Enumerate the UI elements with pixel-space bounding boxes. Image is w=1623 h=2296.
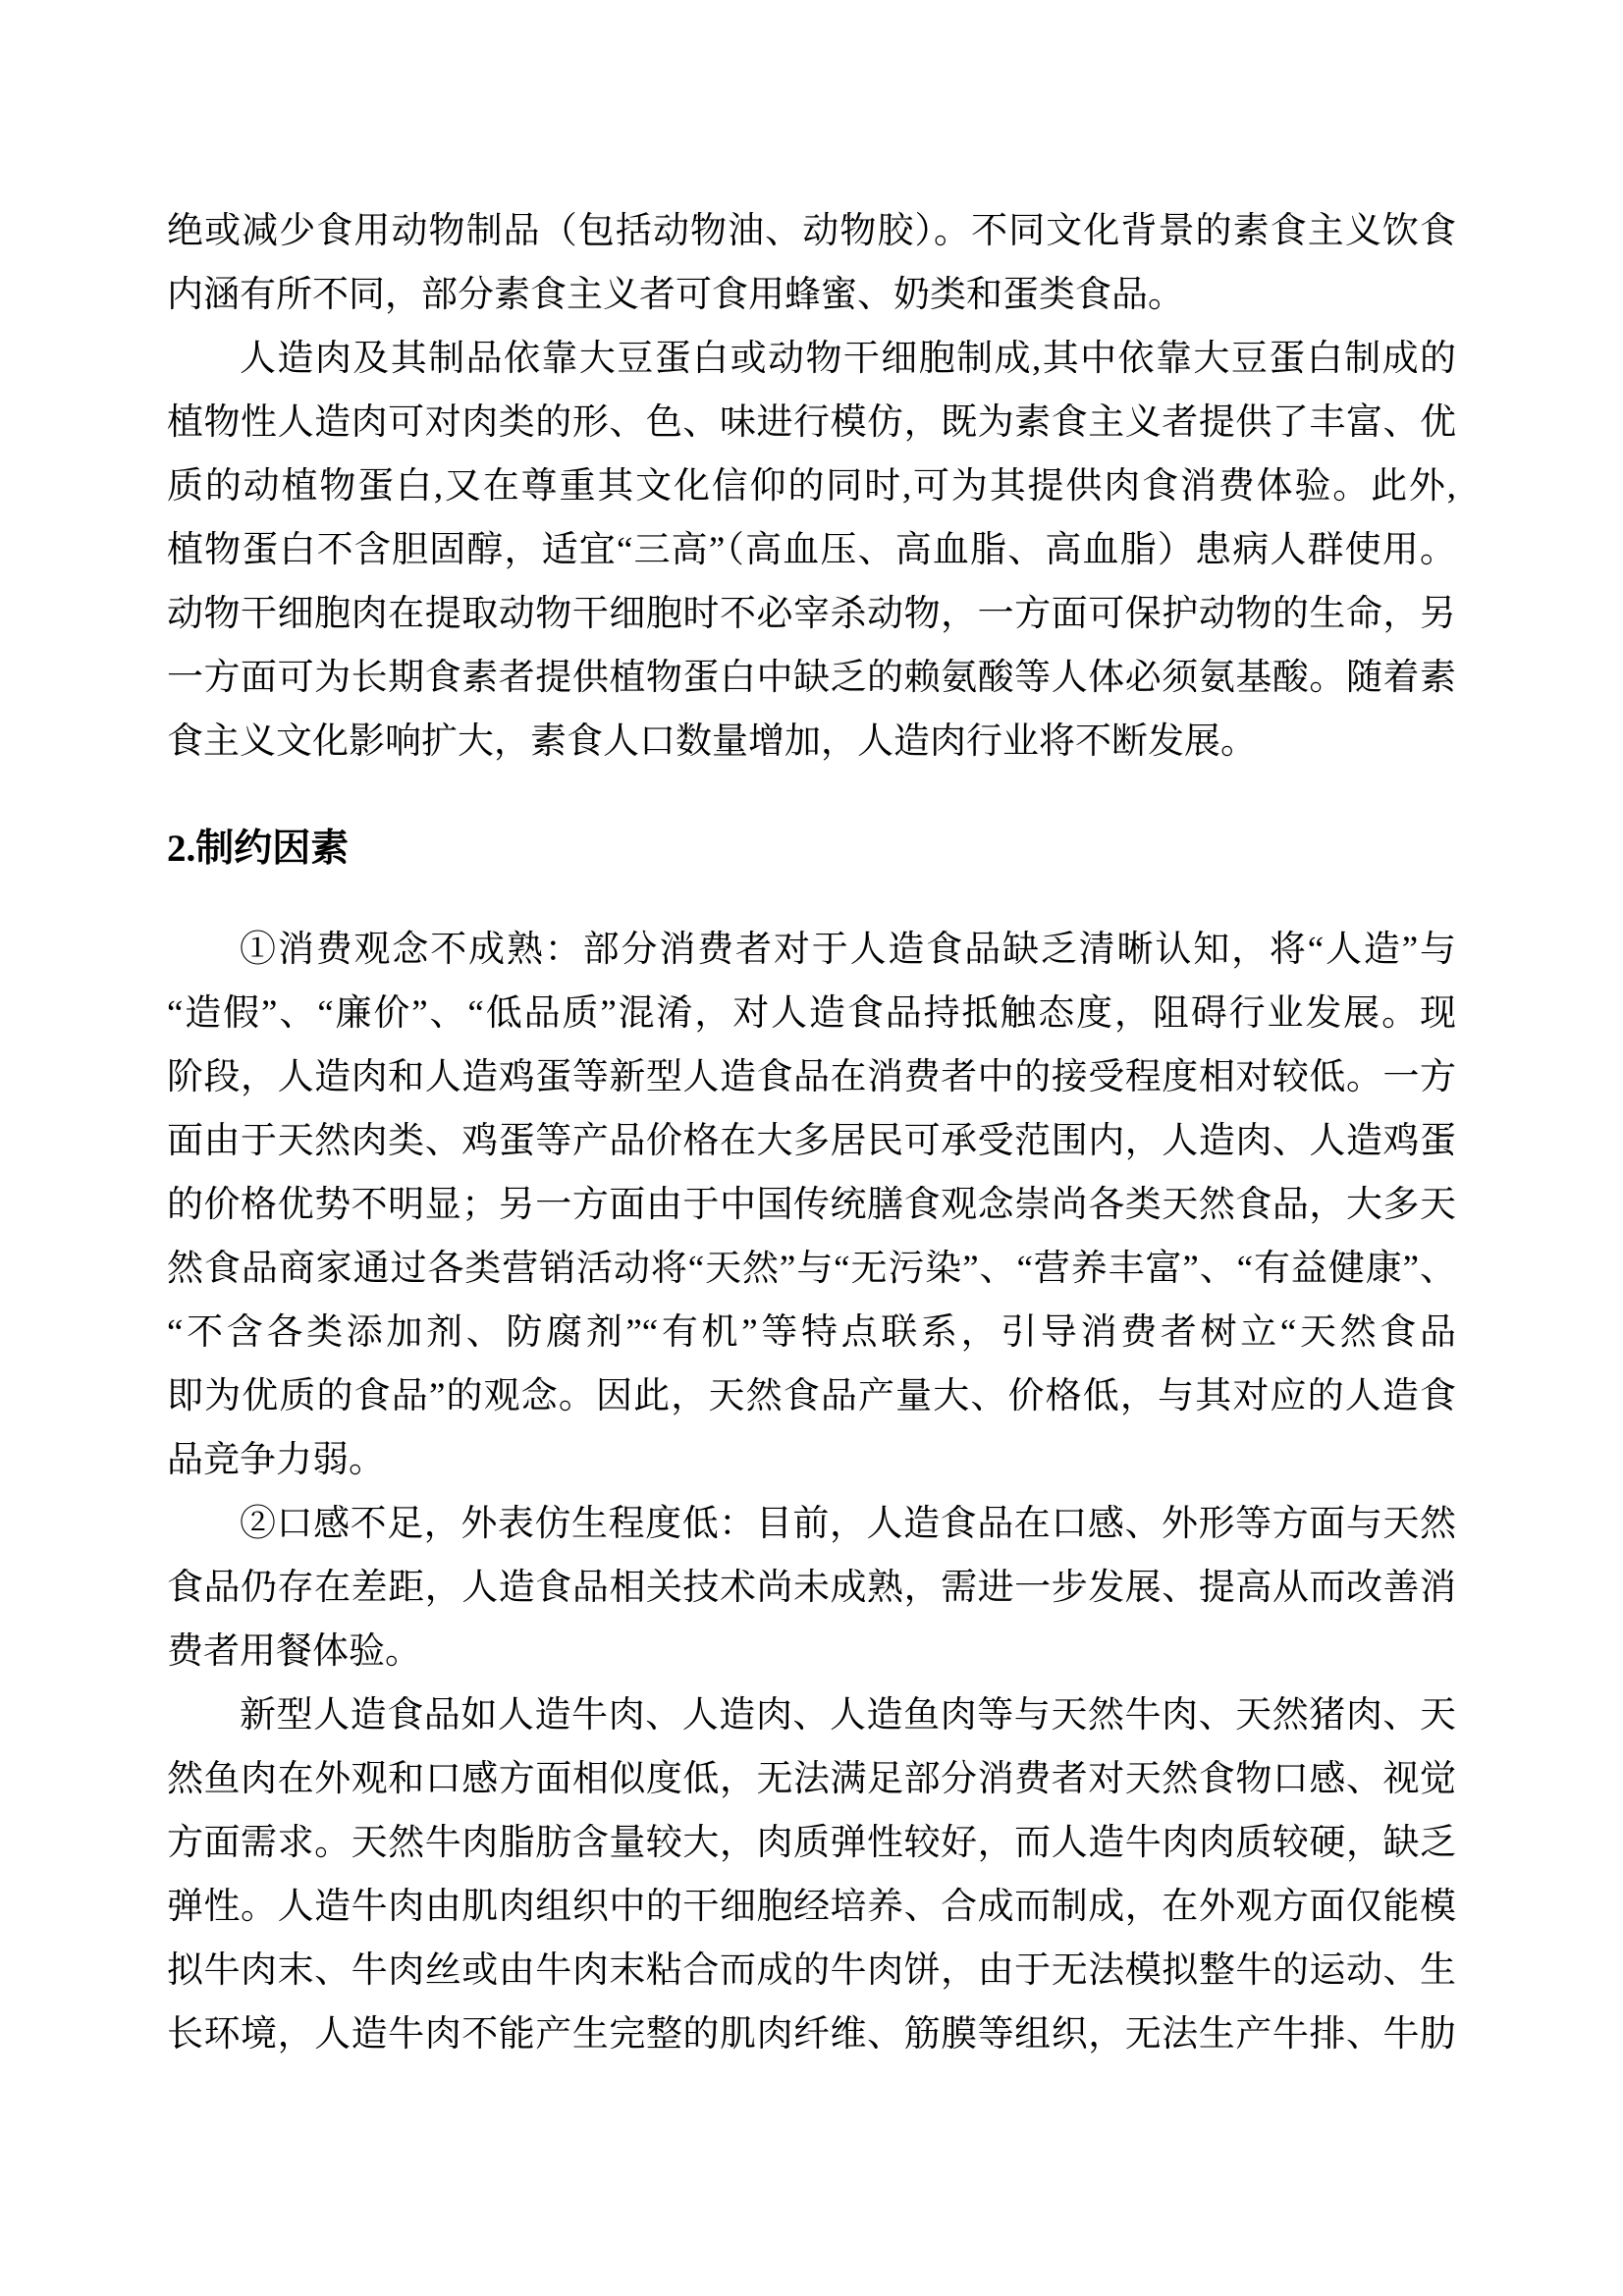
text-line: 一方面可为长期食素者提供植物蛋白中缺乏的赖氨酸等人体必须氨基酸。随着素 [167, 658, 1456, 698]
text-line: 拟牛肉末、牛肉丝或由牛肉末粘合而成的牛肉饼，由于无法模拟整牛的运动、生 [167, 1950, 1456, 1991]
text-line: 弹性。人造牛肉由肌肉组织中的干细胞经培养、合成而制成，在外观方面仅能模 [167, 1887, 1456, 1927]
text-line: 植物蛋白不含胆固醇，适宜“三高”（高血压、高血脂、高血脂）患病人群使用。 [167, 530, 1456, 570]
text-line: 的价格优势不明显；另一方面由于中国传统膳食观念崇尚各类天然食品，大多天 [167, 1185, 1456, 1225]
text-line: 质的动植物蛋白,又在尊重其文化信仰的同时,可为其提供肉食消费体验。此外, [167, 466, 1456, 507]
text-line: 然食品商家通过各类营销活动将“天然”与“无污染”、“营养丰富”、“有益健康”、 [167, 1249, 1456, 1289]
text-line: 动物干细胞肉在提取动物干细胞时不必宰杀动物，一方面可保护动物的生命，另 [167, 594, 1456, 634]
text-line: 方面需求。天然牛肉脂肪含量较大，肉质弹性较好，而人造牛肉肉质较硬，缺乏 [167, 1823, 1456, 1863]
text-line: ①消费观念不成熟：部分消费者对于人造食品缺乏清晰认知，将“人造”与 [240, 930, 1456, 970]
text-line: “不含各类添加剂、防腐剂”“有机”等特点联系，引导消费者树立“天然食品 [167, 1312, 1456, 1353]
text-line: 阶段，人造肉和人造鸡蛋等新型人造食品在消费者中的接受程度相对较低。一方 [167, 1057, 1456, 1097]
text-line: 长环境，人造牛肉不能产生完整的肌肉纤维、筋膜等组织，无法生产牛排、牛肋 [167, 2014, 1456, 2055]
text-line: 费者用餐体验。 [167, 1631, 421, 1672]
paragraph-taste-shortcomings [167, 1492, 1456, 1683]
text-line: 食主义文化影响扩大，素食人口数量增加，人造肉行业将不断发展。 [167, 721, 1257, 762]
text-line: 人造肉及其制品依靠大豆蛋白或动物干细胞制成,其中依靠大豆蛋白制成的 [240, 339, 1456, 379]
text-line: ②口感不足，外表仿生程度低：目前，人造食品在口感、外形等方面与天然 [240, 1504, 1456, 1544]
heading-text: 制约因素 [195, 828, 350, 870]
text-line: 面由于天然肉类、鸡蛋等产品价格在大多居民可承受范围内，人造肉、人造鸡蛋 [167, 1121, 1456, 1161]
text-line: 然鱼肉在外观和口感方面相似度低，无法满足部分消费者对天然食物口感、视觉 [167, 1759, 1456, 1799]
text-line: 品竞争力弱。 [167, 1440, 385, 1480]
text-line: 绝或减少食用动物制品（包括动物油、动物胶）。不同文化背景的素食主义饮食 [167, 211, 1456, 251]
text-column [167, 199, 1456, 2066]
text-line: 即为优质的食品”的观念。因此，天然食品产量大、价格低，与其对应的人造食 [167, 1376, 1456, 1416]
paragraph-vegetarian-definition [167, 199, 1456, 327]
text-line: “造假”、“廉价”、“低品质”混淆，对人造食品持抵触态度，阻碍行业发展。现 [167, 993, 1456, 1034]
paragraph-similarity-to-natural-meat [167, 1683, 1456, 2066]
heading-number: 2. [167, 828, 196, 870]
text-line: 植物性人造肉可对肉类的形、色、味进行模仿，既为素食主义者提供了丰富、优 [167, 402, 1456, 443]
text-line: 内涵有所不同，部分素食主义者可食用蜂蜜、奶类和蛋类食品。 [167, 275, 1184, 315]
paragraph-consumer-perception [167, 918, 1456, 1492]
text-line: 食品仍存在差距，人造食品相关技术尚未成熟，需进一步发展、提高从而改善消 [167, 1568, 1456, 1608]
text-line: 新型人造食品如人造牛肉、人造肉、人造鱼肉等与天然牛肉、天然猪肉、天 [240, 1695, 1456, 1735]
section-heading-constraints [167, 817, 1456, 881]
paragraph-artificial-meat-benefits [167, 327, 1456, 774]
